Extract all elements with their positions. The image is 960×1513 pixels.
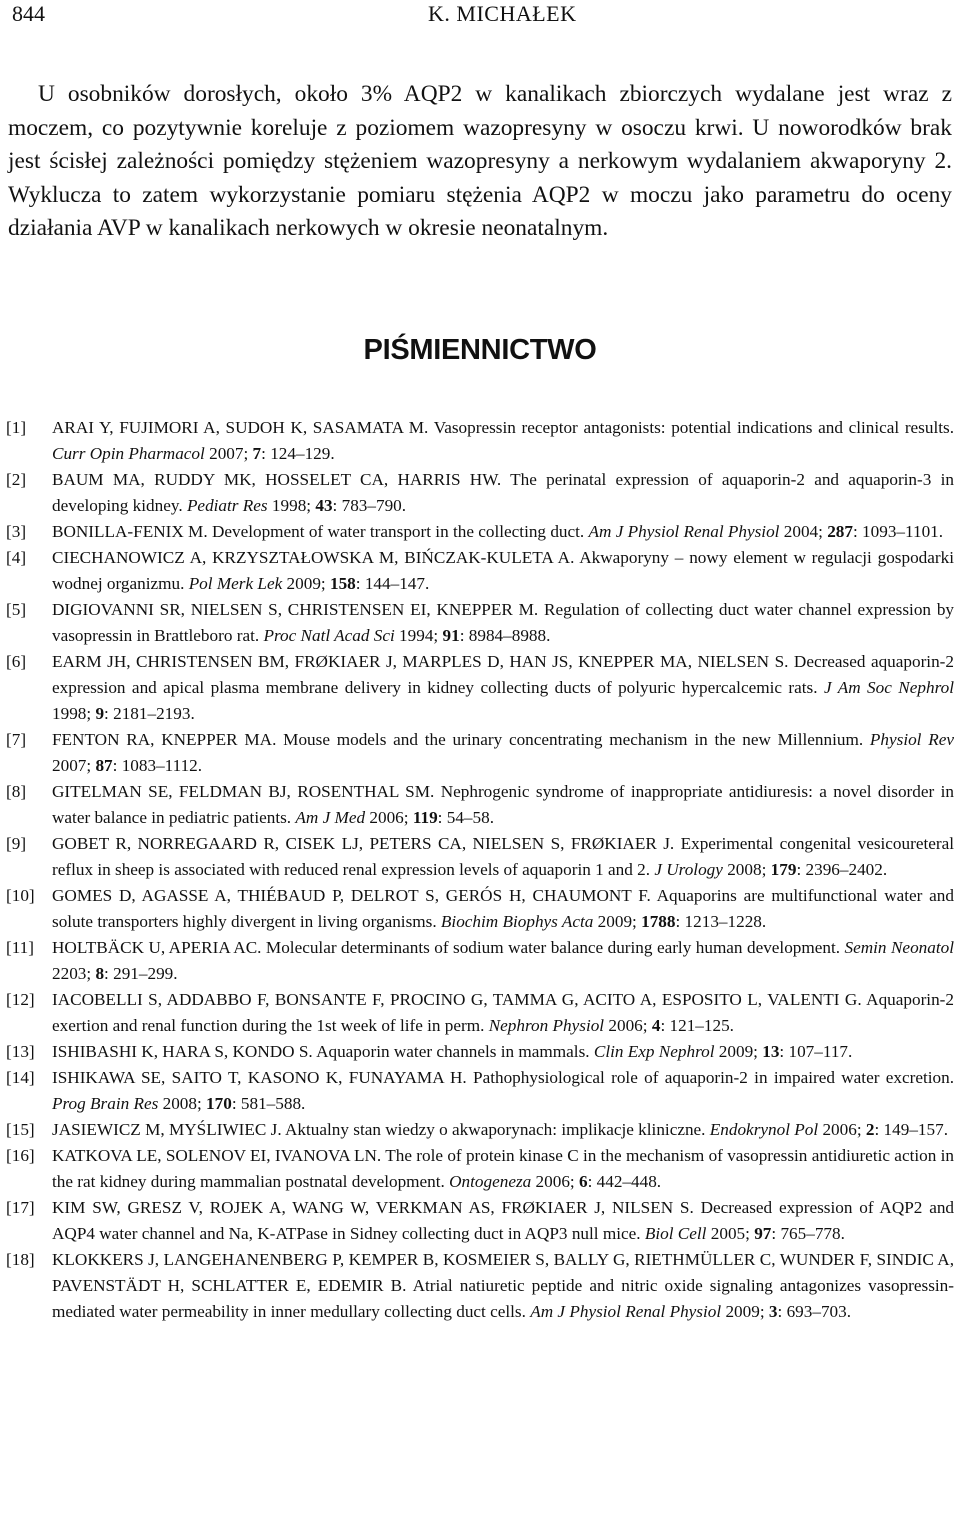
reference-volume: 3 [768,1302,778,1321]
reference-item [6,987,954,1039]
reference-year: 1998; [267,496,316,515]
reference-volume: 2 [865,1120,875,1139]
running-header [10,0,950,28]
reference-volume: 1788 [641,912,676,931]
reference-authors: GOBET R, NORREGAARD R, CISEK LJ, PETERS CA, NIELSEN S, FRØKIAER J. [52,834,675,853]
reference-item [6,519,954,545]
reference-authors: ISHIBASHI K, HARA S, KONDO S. [52,1042,313,1061]
reference-pages: : 144–147. [355,574,430,593]
reference-number: [10] [6,886,35,905]
reference-title: Molecular determinants of sodium water balance during early human development. [261,938,845,957]
reference-year: 1998; [52,704,96,723]
reference-journal: Curr Opin Pharmacol [52,444,205,463]
reference-authors: IACOBELLI S, ADDABBO F, BONSANTE F, PROCINO G, TAMMA G, ACITO A, ESPOSITO L, VALENTI G. [52,990,862,1009]
reference-journal: Physiol Rev [869,730,954,749]
reference-pages: : 8984–8988. [459,626,551,645]
reference-number: [14] [6,1068,35,1087]
reference-journal: Biol Cell [644,1224,707,1243]
reference-list [6,415,954,1325]
reference-authors: CIECHANOWICZ A, KRZYSZTAŁOWSKA M, BIŃCZAK-KULETA A. [52,548,575,567]
reference-title: Aquaporin water channels in mammals. [312,1042,594,1061]
reference-journal: Am J Med [295,808,366,827]
reference-item [6,1065,954,1117]
reference-year: 2203; [52,964,96,983]
reference-authors: KLOKKERS J, LANGEHANENBERG P, KEMPER B, KOSMEIER S, BALLY G, RIETHMÜLLER C, WUNDER F, SINDIC A, PAVENSTÄDT H, SCHLATTER E, EDEMIR B. [52,1250,954,1295]
reference-year: 1994; [394,626,443,645]
reference-number: [13] [6,1042,35,1061]
reference-pages: : 121–125. [660,1016,734,1035]
reference-volume: 158 [329,574,356,593]
reference-pages: : 581–588. [231,1094,306,1113]
reference-title: Mouse models and the urinary concentrating mechanism in the new Millennium. [276,730,870,749]
reference-item [6,1143,954,1195]
reference-authors: BAUM MA, RUDDY MK, HOSSELET CA, HARRIS HW. [52,470,502,489]
reference-authors: HOLTBÄCK U, APERIA AC. [52,938,262,957]
reference-volume: 87 [95,756,113,775]
reference-pages: : 1213–1228. [675,912,767,931]
reference-pages: : 442–448. [587,1172,662,1191]
reference-pages: : 1083–1112. [112,756,203,775]
reference-authors: KATKOVA LE, SOLENOV EI, IVANOVA LN. [52,1146,382,1165]
references-heading: PIŚMIENNICTWO [363,334,597,366]
reference-number: [17] [6,1198,35,1217]
reference-item [6,1195,954,1247]
reference-year: 2009; [282,574,330,593]
reference-journal: Am J Physiol Renal Physiol [588,522,780,541]
reference-authors: GITELMAN SE, FELDMAN BJ, ROSENTHAL SM. [52,782,435,801]
reference-volume: 97 [754,1224,772,1243]
reference-item [6,727,954,779]
reference-pages: : 2181–2193. [104,704,195,723]
reference-journal: Prog Brain Res [52,1094,159,1113]
reference-year: 2006; [604,1016,652,1035]
reference-authors: ARAI Y, FUJIMORI A, SUDOH K, SASAMATA M. [52,418,429,437]
reference-year: 2006; [531,1172,579,1191]
page-number: 844 [12,1,45,26]
body-paragraph: U osobników dorosłych, około 3% AQP2 w kanalikach zbiorczych wydalane jest wraz z moczem, co pozytywnie koreluje z poziomem wazopresyny w osoczu krwi. U noworodków brak jest ścisłej zależności pomiędzy stężeniem wazopresyny a nerkowym wydalaniem akwaporyny 2. Wyklucza to zatem wykorzystanie pomiaru stężenia AQP2 w moczu jako parametru do oceny działania AVP w kanalikach nerkowych w okresie neonatalnym. [8,81,952,241]
reference-year: 2009; [714,1042,763,1061]
reference-journal: Pediatr Res [186,496,268,515]
reference-number: [9] [6,834,27,853]
reference-volume: 179 [770,860,797,879]
reference-journal: Endokrynol Pol [709,1120,819,1139]
reference-item [6,1117,954,1143]
reference-pages: : 291–299. [104,964,178,983]
reference-item [6,1039,954,1065]
reference-title: Aktualny stan wiedzy o akwaporynach: implikacje kliniczne. [281,1120,710,1139]
reference-item [6,467,954,519]
running-title: K. MICHAŁEK [428,1,577,26]
reference-pages: : 1093–1101. [852,522,944,541]
reference-volume: 6 [578,1172,588,1191]
reference-year: 2008; [158,1094,207,1113]
reference-title: Nephrogenic syndrome of inappropriate antidiuresis: a novel disorder in water balance in pediatric patients. [52,782,954,827]
reference-pages: : 783–790. [332,496,407,515]
reference-number: [18] [6,1250,35,1269]
reference-authors: EARM JH, CHRISTENSEN BM, FRØKIAER J, MARPLES D, HAN JS, KNEPPER MA, NIELSEN S. [52,652,789,671]
reference-title: Vasopressin receptor antagonists: potential indications and clinical results. [428,418,955,437]
reference-year: 2008; [722,860,771,879]
reference-authors: DIGIOVANNI SR, NIELSEN S, CHRISTENSEN EI, KNEPPER M. [52,600,539,619]
reference-item [6,831,954,883]
reference-volume: 43 [315,496,333,515]
reference-item [6,415,954,467]
reference-item [6,1247,954,1325]
reference-pages: : 693–703. [777,1302,852,1321]
reference-volume: 13 [762,1042,780,1061]
reference-journal: Nephron Physiol [488,1016,605,1035]
reference-year: 2007; [52,756,96,775]
reference-volume: 287 [827,522,853,541]
reference-number: [3] [6,522,27,541]
reference-journal: J Am Soc Nephrol [823,678,954,697]
reference-volume: 4 [651,1016,661,1035]
reference-title: Aquaporin-2 exertion and renal function during the 1st week of life in perm. [52,990,954,1035]
reference-year: 2007; [204,444,253,463]
reference-year: 2006; [365,808,413,827]
reference-journal: Ontogeneza [449,1172,532,1191]
reference-journal: Semin Neonatol [844,938,954,957]
reference-authors: FENTON RA, KNEPPER MA. [52,730,277,749]
reference-title: Experimental congenital vesicoureteral reflux in sheep is associated with reduced renal expression levels of aquaporin 1 and 2. [52,834,954,879]
reference-number: [7] [6,730,27,749]
reference-number: [15] [6,1120,35,1139]
reference-journal: Pol Merk Lek [188,574,283,593]
reference-item [6,649,954,727]
reference-item [6,597,954,649]
reference-journal: Proc Natl Acad Sci [263,626,395,645]
reference-year: 2004; [779,522,828,541]
reference-journal: Am J Physiol Renal Physiol [530,1302,722,1321]
reference-volume: 8 [95,964,105,983]
reference-number: [12] [6,990,35,1009]
reference-title: Decreased expression of AQP2 and AQP4 water channel and Na, K-ATPase in Sidney collecting duct in AQP3 null mice. [52,1198,955,1243]
reference-item [6,545,954,597]
reference-number: [1] [6,418,27,437]
reference-pages: : 54–58. [437,808,495,827]
reference-title: The role of protein kinase C in the mechanism of vasopressin antidiuretic action in the rat kidney during mammalian postnatal development. [52,1146,954,1191]
reference-volume: 7 [252,444,262,463]
reference-year: 2006; [818,1120,866,1139]
reference-year: 2009; [721,1302,769,1321]
reference-item [6,935,954,987]
reference-journal: Biochim Biophys Acta [440,912,594,931]
reference-number: [8] [6,782,27,801]
reference-pages: : 107–117. [779,1042,853,1061]
reference-authors: BONILLA-FENIX M. [52,522,208,541]
reference-title: Decreased aquaporin-2 expression and apical plasma membrane delivery in kidney collecting ducts of polyuric hypercalcemic rats. [52,652,954,697]
reference-volume: 9 [95,704,105,723]
reference-volume: 170 [206,1094,232,1113]
reference-title: Pathophysiological role of aquaporin-2 in impaired water excretion. [466,1068,954,1087]
reference-number: [11] [6,938,34,957]
reference-volume: 91 [442,626,460,645]
reference-year: 2009; [593,912,642,931]
reference-pages: : 124–129. [261,444,335,463]
reference-journal: Clin Exp Nephrol [593,1042,715,1061]
reference-year: 2005; [706,1224,755,1243]
reference-authors: GOMES D, AGASSE A, THIÉBAUD P, DELROT S, GERÓS H, CHAUMONT F. [52,886,651,905]
reference-title: Akwaporyny – nowy element w regulacji gospodarki wodnej organizmu. [52,548,954,593]
reference-number: [4] [6,548,27,567]
reference-volume: 119 [412,808,438,827]
reference-pages: : 765–778. [771,1224,845,1243]
reference-title: Regulation of collecting duct water channel expression by vasopressin in Brattleboro rat. [52,600,955,645]
reference-number: [16] [6,1146,35,1165]
reference-item [6,883,954,935]
reference-title: Atrial natiuretic peptide and nitric oxide signaling antagonizes vasopressin-mediated water permeability in inner medullary collecting duct cells. [52,1276,955,1321]
reference-title: Aquaporins are multifunctional water and solute transporters highly divergent in living organisms. [52,886,954,931]
reference-pages: : 2396–2402. [796,860,888,879]
reference-number: [2] [6,470,27,489]
reference-pages: : 149–157. [874,1120,949,1139]
reference-authors: KIM SW, GRESZ V, ROJEK A, WANG W, VERKMAN AS, FRØKIAER J, NILSEN S. [52,1198,694,1217]
reference-authors: JASIEWICZ M, MYŚLIWIEC J. [52,1120,282,1139]
reference-title: Development of water transport in the collecting duct. [207,522,589,541]
reference-title: The perinatal expression of aquaporin-2 and aquaporin-3 in developing kidney. [52,470,954,515]
reference-item [6,779,954,831]
reference-journal: J Urology [654,860,723,879]
reference-authors: ISHIKAWA SE, SAITO T, KASONO K, FUNAYAMA H. [52,1068,467,1087]
reference-number: [6] [6,652,27,671]
reference-number: [5] [6,600,27,619]
